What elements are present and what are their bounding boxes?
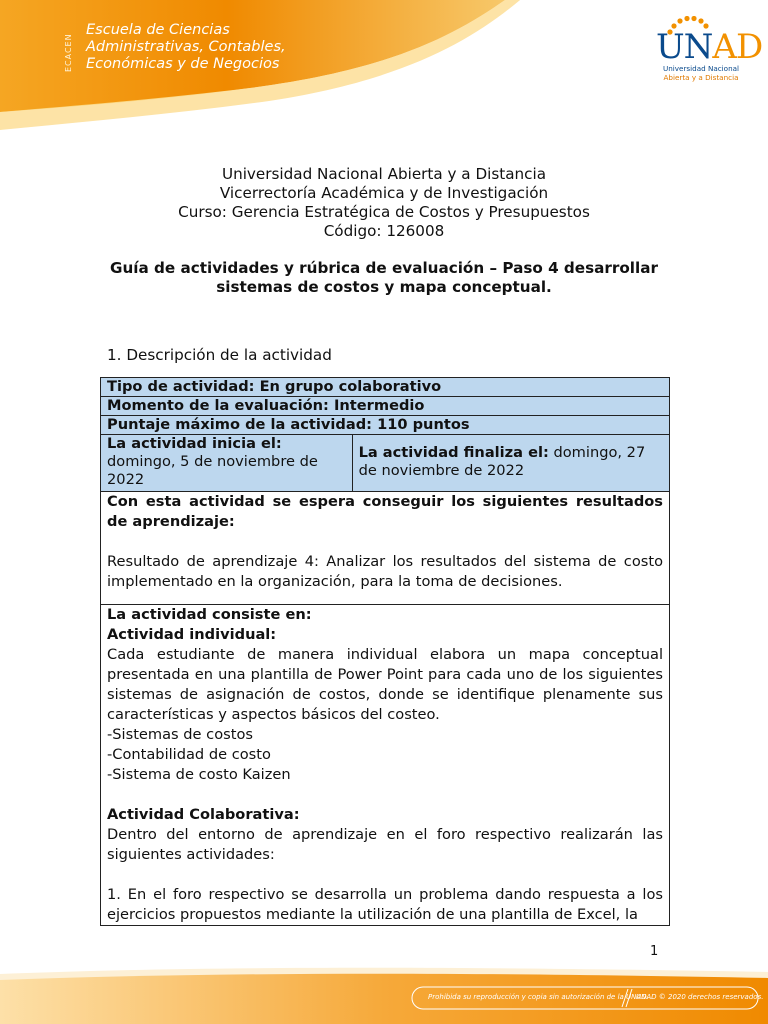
guide-subtitle: Guía de actividades y rúbrica de evaluación – Paso 4 desarrollar sistemas de costos y mapa conceptual. [110, 259, 658, 296]
evaluation-moment: Momento de la evaluación: Intermedio [101, 397, 670, 416]
start-date-label: La actividad inicia el: [107, 435, 282, 452]
collaborative-activity-label: Actividad Colaborativa: [107, 806, 300, 823]
list-item: -Contabilidad de costo [107, 746, 271, 763]
start-date-cell [101, 435, 353, 492]
activity-type: Tipo de actividad: En grupo colaborativo [101, 378, 670, 397]
section-heading: 1. Descripción de la actividad [107, 346, 332, 364]
table-row [101, 397, 670, 416]
end-date-cell [352, 435, 669, 492]
course-title: Curso: Gerencia Estratégica de Costos y Presupuestos [178, 203, 590, 221]
footer-wave-graphic [0, 960, 768, 1024]
learning-results-cell [101, 492, 670, 605]
collaborative-activity-text: Dentro del entorno de aprendizaje en el foro respectivo realizarán las siguientes actividades: [107, 826, 663, 863]
university-title: Universidad Nacional Abierta y a Distancia [221, 165, 547, 183]
school-line: Administrativas, Contables, [86, 39, 286, 55]
activity-table [100, 377, 670, 926]
start-date-value: domingo, 5 de noviembre de 2022 [107, 453, 318, 488]
list-item: -Sistema de costo Kaizen [107, 766, 291, 783]
collaborative-item-1: 1. En el foro respectivo se desarrolla un problema dando respuesta a los ejercicios propuestos mediante la utilización de una plantilla de Excel, la [107, 886, 663, 923]
school-line: Económicas y de Negocios [86, 56, 280, 72]
table-row [101, 605, 670, 926]
school-name [86, 22, 286, 73]
individual-activity-label: Actividad individual: [107, 626, 277, 643]
unad-logo [656, 16, 763, 84]
footer-rights: UNAD © 2020 derechos reservados. [636, 993, 764, 1001]
footer-copyright-notice: Prohibida su reproducción y copia sin autorización de la UNAD. [428, 993, 649, 1001]
end-date-value: domingo, 27 de noviembre de 2022 [358, 444, 646, 479]
activity-description-cell [101, 605, 670, 926]
learning-results-label: Con esta actividad se espera conseguir los siguientes resultados de aprendizaje: [107, 493, 663, 530]
table-row [101, 378, 670, 397]
school-tag: ECACEN [64, 33, 73, 72]
logo-wordmark: UNAD [656, 27, 763, 67]
table-row [101, 492, 670, 605]
vice-rectorate-title: Vicerrectoría Académica y de Investigación [219, 184, 549, 202]
page-number: 1 [650, 944, 659, 959]
school-line: Escuela de Ciencias [86, 22, 230, 38]
document-title-block [0, 165, 768, 241]
individual-activity-text: Cada estudiante de manera individual elabora un mapa conceptual presentada en una plantilla de Power Point para cada uno de los siguientes sistemas de asignación de costos, donde se identifique plenamente sus características y aspectos básicos del costeo. [107, 646, 663, 723]
table-row [101, 435, 670, 492]
list-item: -Sistemas de costos [107, 726, 253, 743]
activity-consists-label: La actividad consiste en: [107, 606, 312, 623]
end-date-label: La actividad finaliza el: [358, 444, 549, 461]
logo-subtitle: Universidad Nacional Abierta y a Distancia [662, 64, 740, 82]
learning-result-text: Resultado de aprendizaje 4: Analizar los resultados del sistema de costo implementado en la organización, para la toma de decisiones. [107, 553, 663, 590]
table-row [101, 416, 670, 435]
max-score: Puntaje máximo de la actividad: 110 puntos [101, 416, 670, 435]
course-code: Código: 126008 [323, 222, 445, 240]
